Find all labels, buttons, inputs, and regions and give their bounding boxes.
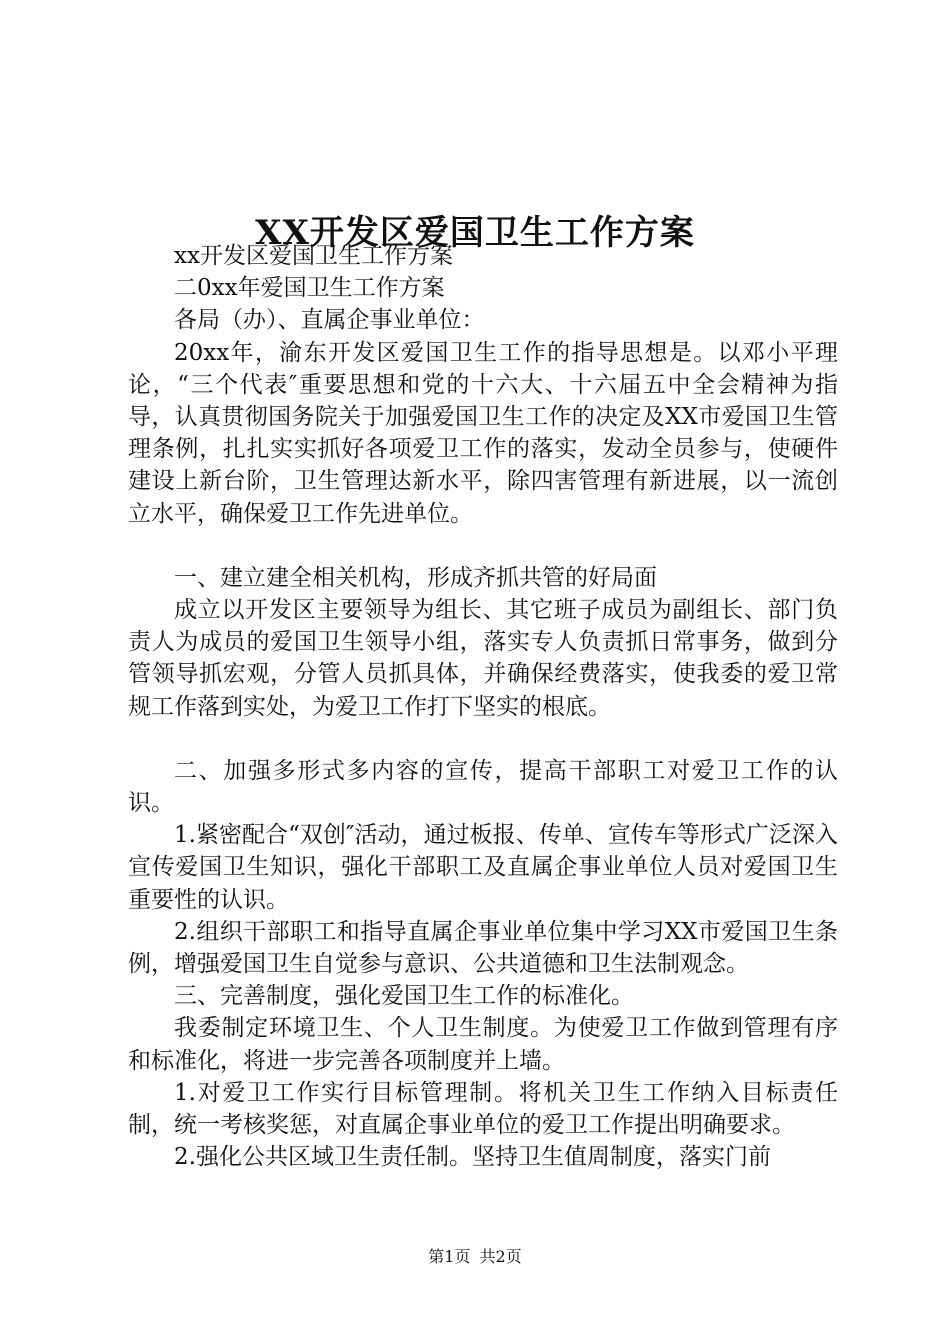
section-heading-1: 一、建立建全相关机构，形成齐抓共管的好局面 bbox=[174, 564, 657, 591]
section-heading-2: 二、加强多形式多内容的宣传，提高干部职工对爱卫工作的认识。 bbox=[128, 757, 838, 817]
document-title: XX开发区爱国卫生工作方案 bbox=[255, 212, 695, 253]
page-total: 共2页 bbox=[479, 1247, 522, 1266]
paragraph-addressee: 各局（办）、直属企事业单位： bbox=[174, 307, 485, 334]
paragraph-item-3-1: 1.对爱卫工作实行目标管理制。将机关卫生工作纳入目标责任制，统一考核奖惩，对直属企事业单位的爱卫工作提出明确要求。 bbox=[128, 1079, 838, 1139]
paragraph-plan-year: 二0xx年爱国卫生工作方案 bbox=[174, 275, 445, 302]
paragraph-section-3: 我委制定环境卫生、个人卫生制度。为使爱卫工作做到管理有序和标准化，将进一步完善各项制度并上墙。 bbox=[128, 1015, 838, 1074]
paragraph-guiding-thought: 20xx年，渝东开发区爱国卫生工作的指导思想是。以邓小平理论，“三个代表″重要思想和党的十六大、十六届五中全会精神为指导，认真贯彻国务院关于加强爱国卫生工作的决定及XX市爱国卫生管理条例，扎扎实实抓好各项爱卫工作的落实，发动全员参与，使硬件建设上新台阶，卫生管理达新水平，除四害管理有新进展，以一流创立水平，确保爱卫工作先进单位。 bbox=[128, 339, 838, 527]
paragraph-item-2-2: 2.组织干部职工和指导直属企事业单位集中学习XX市爱国卫生条例，增强爱国卫生自觉参与意识、公共道德和卫生法制观念。 bbox=[128, 918, 838, 978]
page-number: 第1页 bbox=[428, 1247, 471, 1266]
paragraph-subtitle: xx开发区爱国卫生工作方案 bbox=[174, 243, 453, 269]
section-heading-3: 三、完善制度，强化爱国卫生工作的标准化。 bbox=[174, 983, 634, 1010]
page-footer bbox=[0, 1244, 950, 1267]
paragraph-item-2-1: 1.紧密配合“双创″活动，通过板报、传单、宣传车等形式广泛深入宣传爱国卫生知识，强化干部职工及直属企事业单位人员对爱国卫生重要性的认识。 bbox=[128, 822, 838, 913]
paragraph-item-3-2: 2.强化公共区域卫生责任制。坚持卫生值周制度，落实门前 bbox=[174, 1144, 771, 1171]
paragraph-section-1: 成立以开发区主要领导为组长、其它班子成员为副组长、部门负责人为成员的爱国卫生领导小组，落实专人负责抓日常事务，做到分管领导抓宏观，分管人员抓具体，并确保经费落实，使我委的爱卫常规工作落到实处，为爱卫工作打下坚实的根底。 bbox=[128, 597, 838, 720]
document-body bbox=[128, 240, 838, 1173]
